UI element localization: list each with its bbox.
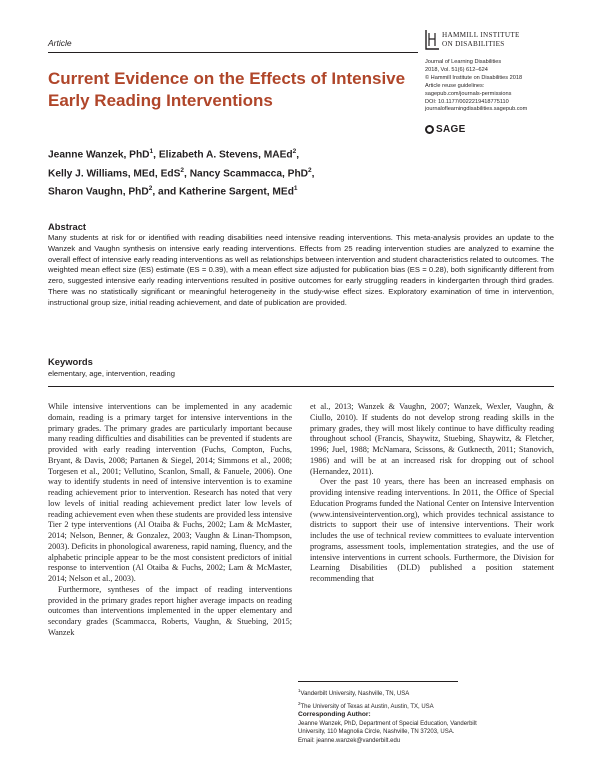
- sage-circle-icon: [425, 125, 434, 134]
- author-separator: ,: [153, 149, 159, 161]
- corresponding-author-email[interactable]: Email: jeanne.wanzek@vanderbilt.edu: [298, 737, 401, 744]
- author-separator: ,: [184, 168, 190, 180]
- author-affiliation-marker: 1: [293, 185, 298, 193]
- article-type-label: Article: [48, 38, 72, 48]
- author-affiliation-marker: 2: [292, 148, 297, 155]
- abstract-text: Many students at risk for or identified with reading disabilities need intensive reading interventions. This meta-analysis provides an update to the Wanzek and Vaughn synthesis on intensive early reading interventions. Effects from 25 reading intervention studies are analyzed to examine the overall effect of intensive early reading interventions as well as relationships between intervention and student characteristics related to outcomes. The weighted mean effect size (ES) estimate (ES = 0.39), with a mean effect size adjusted for publication bias (ES = 0.28), both significantly different from zero, suggested intensive early reading interventions resulted in positive outcomes for early struggling readers in kindergarten through third grades. There was no statistically significant or meaningful heterogeneity in the study-wise effect sizes. Exploratory examination of time in intervention, instructional group size, initial reading achievement, and date of publication are provided.: [48, 233, 554, 307]
- author-name: Jeanne Wanzek, PhD: [48, 149, 150, 161]
- author-separator: , and: [152, 186, 179, 198]
- body-column-left: [48, 402, 292, 639]
- journal-volume: 2018, Vol. 51(6) 612–624: [425, 66, 488, 73]
- keywords-heading: Keywords: [48, 356, 93, 367]
- body-paragraph: Furthermore, syntheses of the impact of reading interventions provided in the primary grades report higher average impacts on reading outcomes than interventions implemented in the upper elementary and secondary grades (Scammacca, Roberts, Vaughn, & Stuebing, 2015; Wanzek: [48, 584, 292, 637]
- sage-logo: [425, 124, 485, 136]
- article-title: Current Evidence on the Effects of Intensive Early Reading Interventions: [48, 69, 406, 110]
- journal-info-block: [425, 59, 575, 114]
- author-name: Nancy Scammacca, PhD: [189, 168, 309, 180]
- affiliation-item: $^2$The University of Texas at Austin, Austin, TX, USA: [298, 701, 434, 710]
- footnote-divider: [298, 681, 458, 682]
- body-paragraph: While intensive interventions can be implemented in any academic domain, reading is a primary target for intensive interventions in the primary grades. The primary grades are particularly important because many reading difficulties and disabilities can be prevented if students are provided with early reading intervention (Fuchs, Compton, Fuchs, Bryant, & Davis, 2008; Partanen & Siegel, 2014; Simmons et al., 2008; Torgesen et al., 2001; Vellutino, Scanlon, Small, & Fanuele, 2006). One way to identify students in need of intensive intervention is to examine reading achievement prior to intervention. Research has noted that very low levels of initial reading achievement predict later low levels of reading achievement even when these students are provided less intensive Tier 2 type interventions (Al Otaiba & Fuchs, 2002; Lam & McMaster, 2014; Nelson, Benner, & Gonzalez, 2003; Vaughn & Linan-Thompson, 2003). Deficits in phonological awareness, rapid naming, fluency, and the alphabetic principle appear to be the most consistent predictors of initial response to intervention (Al Otaiba & Fuchs, 2002; Lam & McMaster, 2014; Nelson et al., 2003).: [48, 402, 292, 583]
- author-affiliation-marker: 2: [148, 185, 153, 193]
- author-separator: ,: [311, 168, 315, 180]
- corresponding-author-heading: Corresponding Author:: [298, 711, 371, 718]
- author-list: [48, 144, 408, 200]
- hammill-logo-line1: HAMMILL INSTITUTE: [442, 31, 520, 39]
- sage-logo-text: SAGE: [436, 124, 466, 135]
- reuse-guidelines-label: Article reuse guidelines:: [425, 82, 485, 89]
- permissions-link[interactable]: sagepub.com/journals-permissions: [425, 90, 512, 97]
- author-name: Sharon Vaughn, PhD: [48, 186, 149, 198]
- header-divider: [48, 52, 418, 53]
- doi-text[interactable]: DOI: 10.1177/0022219418775110: [425, 98, 509, 105]
- author-affiliation-marker: 2: [180, 166, 185, 174]
- body-paragraph: Over the past 10 years, there has been an increased emphasis on providing intensive reading interventions. In 2011, the Office of Special Education Programs funded the National Center on Intensive Intervention (www.intensiveintervention.org), which provides technical assistance to districts to support their use of intensive interventions. Their work includes the use of technical review committees to evaluate intervention programs, assessment tools, implementation strategies, and the use of intensive interventions in current schools. Furthermore, the Division for Learning Disabilities (DLD) published a position statement recommending that: [310, 477, 554, 583]
- body-paragraph: et al., 2013; Wanzek & Vaughn, 2007; Wanzek, Wexler, Vaughn, & Ciullo, 2010). If students do not develop strong reading skills in the primary grades, they will most likely continue to have difficulty reading throughout school (Francis, Shaywitz, Stuebing, Shaywitz, & Fletcher, 1996; Juel, 1988; McNamara, Scissons, & Gutknecth, 2011; Stanovich, 1986) and will be at an increased risk for dropping out of school (Hernandez, 2011).: [310, 402, 554, 476]
- affiliation-item: $^1$Vanderbilt University, Nashville, TN, USA: [298, 688, 410, 697]
- journal-name: Journal of Learning Disabilities: [425, 59, 502, 65]
- journal-copyright: © Hammill Institute on Disabilities 2018: [425, 74, 523, 81]
- abstract-divider: [48, 386, 554, 387]
- hammill-logo-line2: ON DISABILITIES: [442, 40, 505, 48]
- journal-website-link[interactable]: journaloflearningdisabilities.sagepub.com: [425, 106, 528, 113]
- body-column-right: [310, 402, 554, 585]
- author-name: Elizabeth A. Stevens, MAEd: [158, 149, 293, 161]
- corresponding-author-line: University, 110 Magnolia Circle, Nashville, TN 37203, USA.: [298, 729, 455, 736]
- keywords-text: elementary, age, intervention, reading: [48, 369, 175, 378]
- author-affiliation-marker: 2: [308, 166, 312, 174]
- hammill-logo-mark-icon: [425, 29, 440, 50]
- hammill-institute-logo: [425, 29, 557, 51]
- affiliations: [298, 686, 558, 712]
- abstract-heading: Abstract: [48, 221, 87, 232]
- author-affiliation-marker: 1: [149, 148, 154, 155]
- author-separator: ,: [296, 149, 300, 161]
- corresponding-author: [298, 711, 558, 745]
- corresponding-author-line: Jeanne Wanzek, PhD, Department of Special Education, Vanderbilt: [298, 720, 477, 727]
- author-name: Kelly J. Williams, MEd, EdS: [48, 168, 181, 180]
- author-name: Katherine Sargent, MEd: [179, 186, 294, 198]
